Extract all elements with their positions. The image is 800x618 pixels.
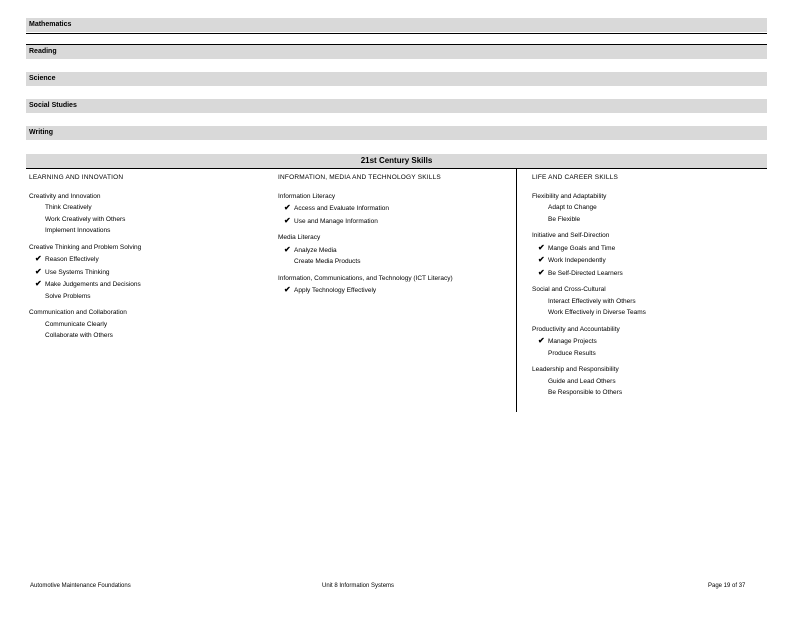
skill-item-label: Work Independently [548,257,606,264]
skill-item-label: Think Creatively [45,204,92,211]
column-life-career [532,172,762,399]
skill-item [29,278,249,291]
skill-item [532,335,762,348]
skill-item [532,254,762,267]
subject-social-studies: Social Studies [26,99,767,113]
skill-item-label: Reason Effectively [45,256,99,263]
skill-item-label: Use and Manage Information [294,217,378,225]
column-title: INFORMATION, MEDIA AND TECHNOLOGY SKILLS [278,174,441,181]
divider [26,168,767,169]
skill-item [532,387,762,399]
skills-header: 21st Century Skills [26,154,767,168]
checkmark-icon: ✔ [284,244,291,254]
skill-item-label: Access and Evaluate Information [294,205,390,212]
skill-item [29,266,249,279]
skill-item [29,330,249,342]
skill-item [278,202,508,215]
skill-item-label: Create Media Products [294,258,361,265]
skill-item-label: Interact Effectively with Others [548,297,636,305]
category-title: Initiative and Self-Direction [532,232,610,239]
skill-item-label: Use Systems Thinking [45,268,110,276]
skill-item-label: Analyze Media [294,246,337,254]
skill-item-label: Be Self-Directed Learners [548,269,623,277]
footer-page: Page 19 of 37 [708,583,746,589]
category-title: Flexibility and Adaptability [532,192,607,200]
skill-item-label: Be Responsible to Others [548,389,623,396]
skill-item [29,202,249,214]
checkmark-icon: ✔ [284,203,291,212]
checkmark-icon: ✔ [35,254,42,263]
skill-item [29,253,249,266]
skill-category [532,324,762,360]
category-title: Information Literacy [278,192,336,200]
category-title: Media Literacy [278,234,321,241]
skill-item [532,242,762,255]
skill-item [29,291,249,303]
skill-item [278,284,508,297]
category-title: Creativity and Innovation [29,192,101,200]
column-title: LIFE AND CAREER SKILLS [532,174,619,181]
checkmark-icon: ✔ [538,267,545,277]
skill-item-label: Work Creatively with Others [45,215,126,223]
skill-item-label: Communicate Clearly [45,320,108,328]
checkmark-icon: ✔ [284,215,291,225]
skill-item [532,296,762,308]
skill-category [29,242,249,303]
skill-item [278,256,508,268]
skill-category [532,364,762,399]
checkmark-icon: ✔ [538,242,545,252]
skill-item-label: Work Effectively in Diverse Teams [548,309,646,316]
skill-item [278,244,508,257]
skill-item [29,319,249,331]
skill-item [278,215,508,228]
skill-item-label: Be Flexible [548,215,581,223]
skill-category [278,191,508,228]
skill-category [278,273,508,297]
skill-category [278,232,508,268]
skill-category [29,191,249,237]
footer-course: Automotive Maintenance Foundations [30,583,131,589]
category-title: Social and Cross-Cultural [532,286,606,293]
skill-item [29,214,249,226]
column-title: LEARNING AND INNOVATION [29,174,124,181]
skill-item-label: Implement Innovations [45,227,111,234]
subject-writing: Writing [26,126,767,140]
skill-item-label: Apply Technology Effectively [294,287,377,294]
category-title: Leadership and Responsibility [532,366,619,373]
category-title: Information, Communications, and Technology (ICT Literacy) [278,274,453,282]
skill-category [29,307,249,342]
skill-item-label: Collaborate with Others [45,332,113,339]
category-title: Creative Thinking and Problem Solving [29,243,142,251]
checkmark-icon: ✔ [35,279,42,288]
column-divider [516,168,517,412]
checkmark-icon: ✔ [538,336,545,345]
skill-item-label: Guide and Lead Others [548,377,616,385]
skill-item [532,376,762,388]
skill-item-label: Adapt to Change [548,204,597,211]
skill-category [532,230,762,279]
skill-item-label: Manage Projects [548,338,597,345]
subject-reading: Reading [26,45,767,59]
category-title: Productivity and Accountability [532,325,620,333]
column-learning-innovation [29,172,249,342]
checkmark-icon: ✔ [35,266,42,276]
subject-science: Science [26,72,767,86]
skill-category [532,191,762,226]
skill-category [532,284,762,319]
column-information-media-technology [278,172,508,297]
subject-mathematics: Mathematics [26,18,767,32]
skill-item [532,202,762,214]
category-title: Communication and Collaboration [29,309,127,316]
skill-item-label: Produce Results [548,349,596,357]
skill-item [532,214,762,226]
footer-unit: Unit 8 Information Systems [322,583,395,589]
skill-item-label: Mange Goals and Time [548,244,616,252]
divider [26,33,767,34]
skill-item-label: Solve Problems [45,292,91,300]
skill-item-label: Make Judgements and Decisions [45,281,141,288]
skill-item [29,225,249,237]
checkmark-icon: ✔ [284,285,291,294]
skill-item [532,348,762,360]
checkmark-icon: ✔ [538,255,545,264]
skill-item [532,267,762,280]
skill-item [532,307,762,319]
